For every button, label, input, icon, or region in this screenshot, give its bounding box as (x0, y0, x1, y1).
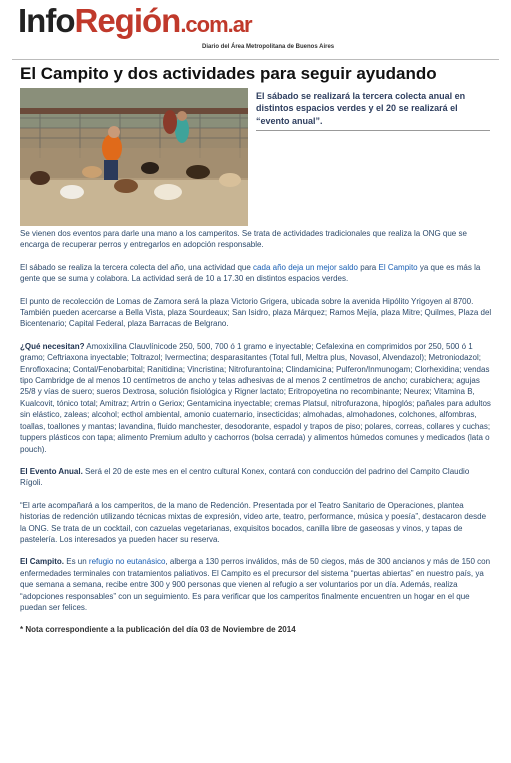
article-subhead: El sábado se realizará la tercera colecta anual en distintos espacios verdes y el 20 se realizará el “evento anual”. (256, 91, 466, 126)
logo-region: Región (74, 2, 181, 39)
logo-domain: .com.ar (180, 12, 252, 37)
lead-campito: El Campito. (20, 557, 65, 567)
text-run: , alberga a 130 perros inválidos, más de 50 ciegos, más de 300 ancianos y más de 150 con enfermedades terminales con tratamientos paliativos. El Campito es el precursor del sistema “puertas abiertas” en nuestro país, ya que semana a semana, recibe entre 300 y 900 personas que vienen al refugio a ser voluntarios por un día. Además, realiza “adopciones responsables” con un seguimiento. Es para verificar que los camperitos finalmente encuentren un hogar en el que puedan ser felices. (20, 557, 491, 612)
paragraph-evento (20, 466, 494, 489)
paragraph-arte: “El arte acompañará a los camperitos, de la mano de Redención. Presentada por el Teatro Sanitario de Operaciones, plantea historias de redención utilizando técnicas mixtas de expresión, video arte, teatro, performance, música y poesía”, destacaron desde la ONG. Se trata de un cocktail, con cazuelas vegetarianas, exquisitos bocados, canilla libre de gaseosas y vinos, y tapas de pastelería. Los interesados ya pueden hacer su reserva. (20, 500, 487, 544)
link-mejor-saldo[interactable]: cada año deja un mejor saldo (253, 262, 359, 272)
text-run: Amoxixilina Clauvlínicode 250, 500, 700 ó 1 gramo e inyectable; Cefalexina en comprimidos por 250, 500 ó 1 gramo; Ceftriaxona inyectable; Toltrazol; Ivermectina; desparasitantes (Total full, Meltra plus, Novasol, Alvendazol); Metroniodazol; Enrofloxacina; Contal/Fenobarbital; Ranitidina; Vincristina; Nitrofurantoína; Clindamicina; Pulferon/Inmunogam; Clorhexidina; vendas tipo Cambridge de al menos 10 centímetros de ancho y telas adhesivas de al menos 2 centímetros de ancho; curabichera; agujas 25/8 y vías de suero; sueros Dextrosa, solución fisiológica y Rigner lactato; Eritropoyetina no recombinante; Neurex; Vitamina B, Kualcovit, tónico total; Amitraz; Artrin o Geriox; Gentamicina inyectable; cremas Platsul, nitrofurazona, hipoglós; pañales para adultos sin elástico, zaleas; alcohol; ecthol ambiental, amonio cuaternario, insecticidas; almohadas, almohadones, colchones, alfombras, toallas, toallones y mantas; lavandina, fluido manchester, desodorante, espadol y trapos de piso; polares, correas, collares y cuchas; tuppers plásticos con tapa; alimento Premium adulto y cachorros (bolsa cerrada) y alimentos húmedos comunes y medicados (lata o pouch). (20, 341, 491, 454)
paragraph-colecta (20, 262, 494, 285)
article-photo (20, 88, 248, 226)
subhead-divider (256, 130, 490, 131)
site-logo[interactable] (18, 4, 358, 37)
site-tagline: Diario del Área Metropolitana de Buenos Aires (202, 44, 335, 50)
publication-note: * Nota correspondiente a la publicación del día 03 de Noviembre de 2014 (20, 625, 296, 635)
text-run: Es un (64, 557, 89, 567)
link-refugio[interactable]: refugio no eutanásico (88, 557, 166, 567)
text-run: ya que es más la gente que se suma y colabora. La actividad será de 10 a 17.30 en distintos espacios verdes. (20, 262, 481, 284)
paragraph-necesitan (20, 341, 494, 455)
lead-necesitan: ¿Qué necesitan? (20, 341, 85, 351)
paragraph-campito (20, 556, 494, 613)
link-el-campito[interactable]: El Campito (378, 262, 418, 272)
paragraph-intro: Se vienen dos eventos para darle una mano a los camperitos. Se trata de actividades tradicionales que realiza la ONG que se encarga de recuperar perros y entregarlos en adopción responsable. (20, 229, 467, 250)
masthead (18, 4, 358, 54)
header-divider (12, 59, 499, 60)
article-body (20, 228, 494, 647)
lead-evento: El Evento Anual. (20, 466, 83, 476)
text-run: para (358, 262, 379, 272)
article-title: El Campito y dos actividades para seguir ayudando (20, 64, 437, 83)
text-run: Será el 20 de este mes en el centro cultural Konex, contará con conducción del padrino del Campito Claudio Rígoli. (20, 466, 470, 488)
paragraph-puntos: El punto de recolección de Lomas de Zamora será la plaza Victorio Grigera, ubicada sobre la avenida Hipólito Yrigoyen al 8700. También pueden acercarse a Bella Vista, plaza Sourdeaux; San Isidro, plaza Márquez; Ramos Mejía, plaza Mitre; Quilmes, Plaza del Bicentenario; Capital Federal, plaza Barracas de Belgrano. (20, 296, 492, 329)
logo-info: Info (18, 2, 75, 39)
text-run: El sábado se realiza la tercera colecta del año, una actividad que (20, 262, 254, 272)
